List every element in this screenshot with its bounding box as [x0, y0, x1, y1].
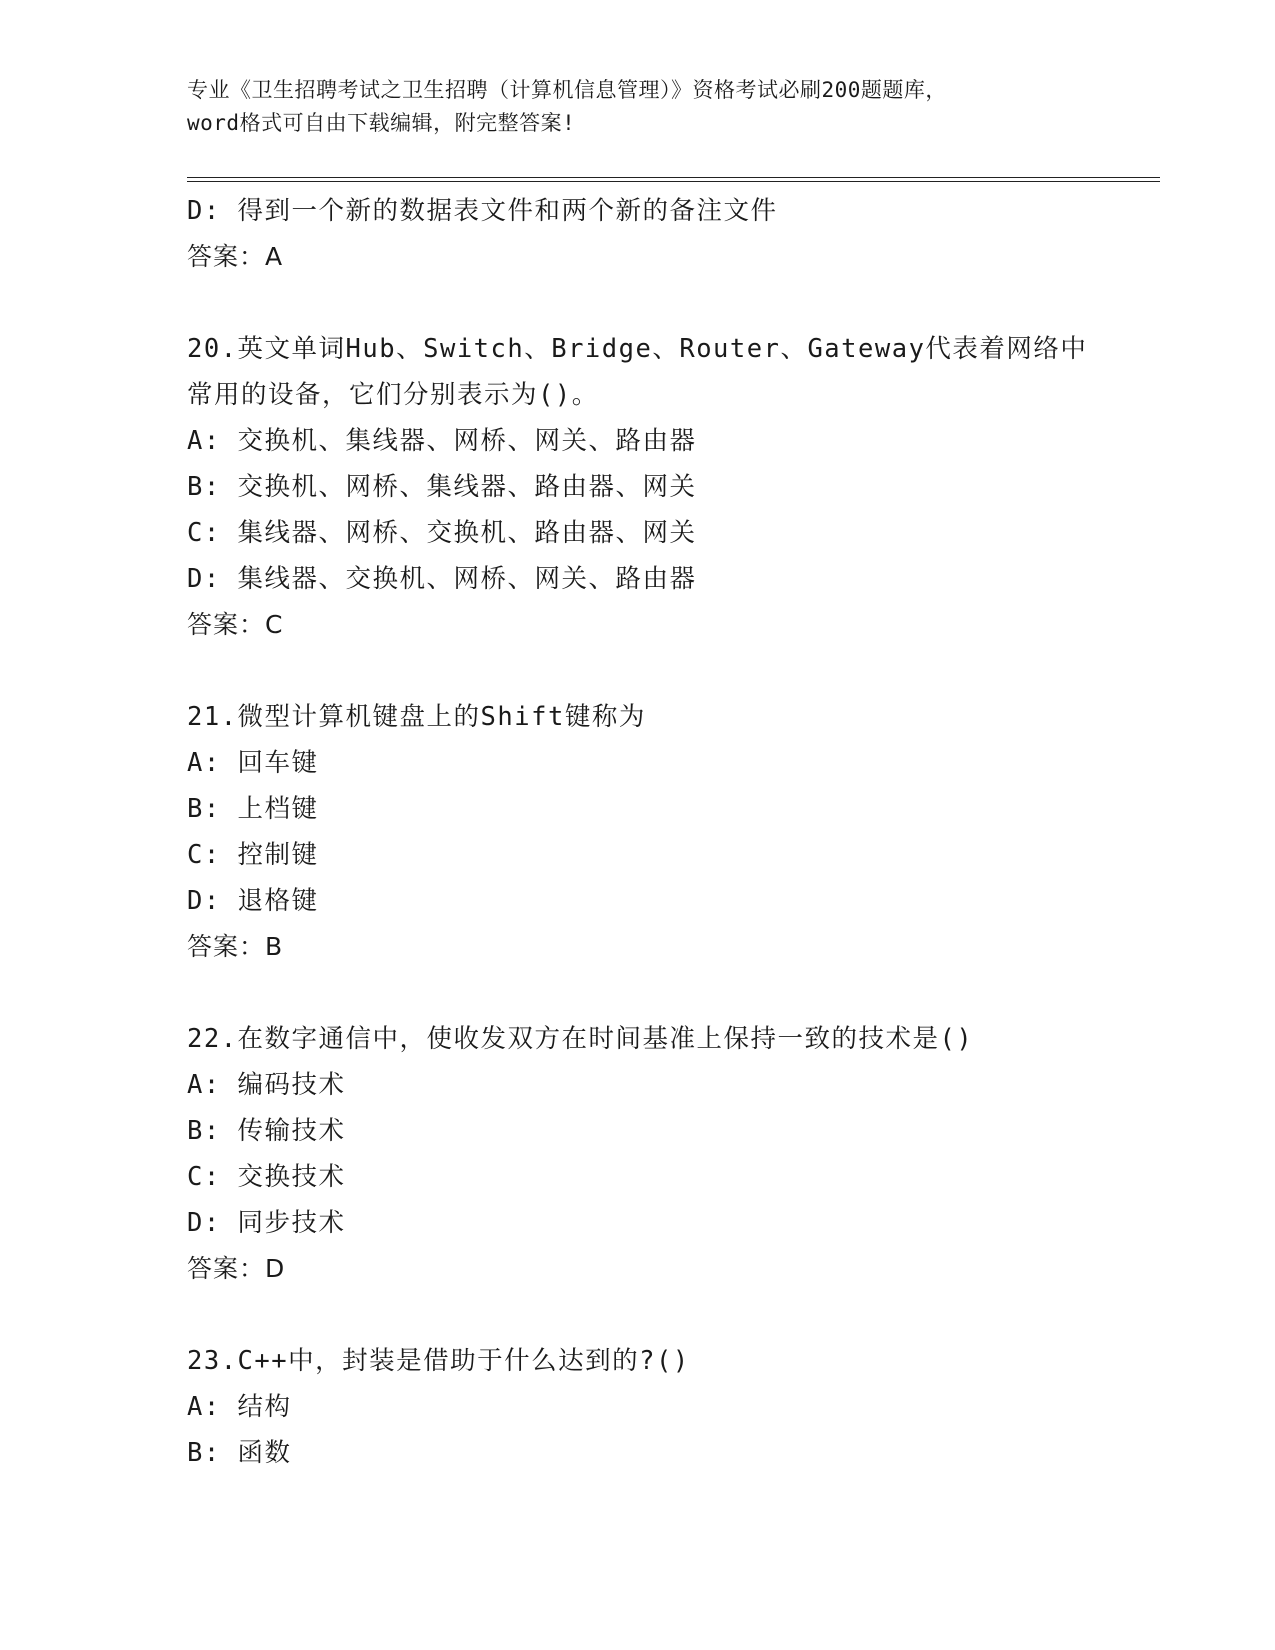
option-a: A: 编码技术 — [187, 1070, 346, 1100]
question-stem-continued: 常用的设备，它们分别表示为()。 — [187, 380, 599, 410]
spacer — [187, 970, 1167, 1016]
header-divider-bottom — [187, 181, 1160, 182]
question-23 — [187, 1338, 1167, 1476]
question-stem: 20.英文单词Hub、Switch、Bridge、Router、Gateway代表着网络中 — [187, 334, 1088, 364]
option-a: A: 交换机、集线器、网桥、网关、路由器 — [187, 426, 697, 456]
option-b: B: 交换机、网桥、集线器、路由器、网关 — [187, 472, 697, 502]
option-d: D: 退格键 — [187, 886, 319, 916]
question-20 — [187, 326, 1167, 648]
option-c: C: 控制键 — [187, 840, 319, 870]
option-c: C: 交换技术 — [187, 1162, 346, 1192]
option-d: D: 得到一个新的数据表文件和两个新的备注文件 — [187, 196, 778, 226]
question-stem: 23.C++中，封装是借助于什么达到的?() — [187, 1346, 690, 1376]
answer-line: 答案：D — [187, 1254, 286, 1283]
answer-line: 答案：B — [187, 932, 284, 961]
option-d: D: 同步技术 — [187, 1208, 346, 1238]
question-19-tail — [187, 188, 1167, 280]
answer-line: 答案：A — [187, 242, 284, 271]
option-a: A: 回车键 — [187, 748, 319, 778]
spacer — [187, 1292, 1167, 1338]
option-a: A: 结构 — [187, 1392, 292, 1422]
header-line-1: 专业《卫生招聘考试之卫生招聘（计算机信息管理）》资格考试必刷200题题库， — [187, 78, 947, 102]
question-21 — [187, 694, 1167, 970]
option-c: C: 集线器、网桥、交换机、路由器、网关 — [187, 518, 697, 548]
document-header — [187, 74, 1107, 140]
spacer — [187, 280, 1167, 326]
header-line-2: word格式可自由下载编辑，附完整答案! — [187, 111, 576, 135]
option-b: B: 传输技术 — [187, 1116, 346, 1146]
question-stem: 22.在数字通信中，使收发双方在时间基准上保持一致的技术是() — [187, 1024, 974, 1054]
header-divider-top — [187, 177, 1160, 178]
option-b: B: 函数 — [187, 1438, 292, 1468]
answer-line: 答案：C — [187, 610, 284, 639]
spacer — [187, 648, 1167, 694]
question-22 — [187, 1016, 1167, 1292]
question-stem: 21.微型计算机键盘上的Shift键称为 — [187, 702, 646, 732]
option-d: D: 集线器、交换机、网桥、网关、路由器 — [187, 564, 697, 594]
option-b: B: 上档键 — [187, 794, 319, 824]
question-list — [187, 188, 1167, 1476]
